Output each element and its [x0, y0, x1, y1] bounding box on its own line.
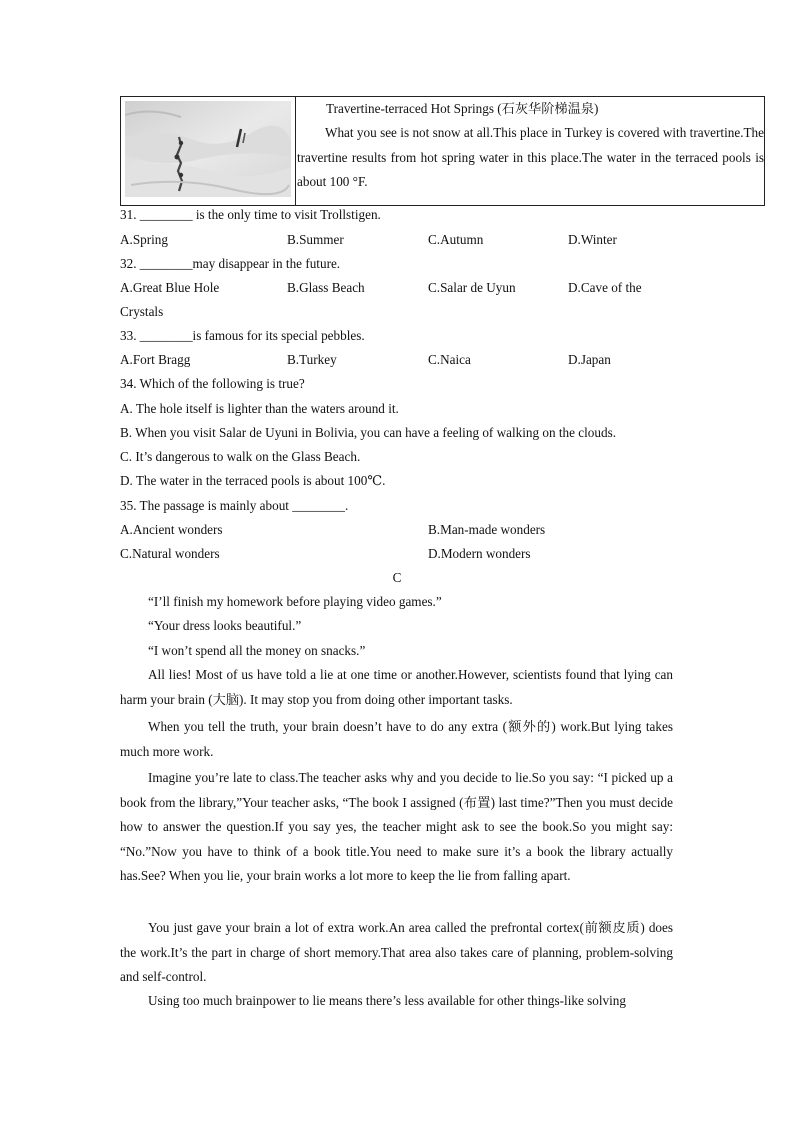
- question-33-option-a[interactable]: A.Fort Bragg: [120, 352, 191, 367]
- question-35-stem: 35. The passage is mainly about ________.: [120, 498, 349, 513]
- question-34-option-c[interactable]: C. It’s dangerous to walk on the Glass Beach.: [120, 449, 361, 464]
- quote-1: “I’ll finish my homework before playing video games.”: [148, 594, 442, 609]
- paragraph-4: You just gave your brain a lot of extra work.An area called the prefrontal cortex(前额皮质) does the work.It’s the part in charge of short memory.That area also takes care of planning, problem-solving and self-control.: [120, 920, 673, 985]
- section-c-heading: C: [392, 570, 402, 585]
- question-31-option-d[interactable]: D.Winter: [568, 232, 617, 247]
- question-31-stem: 31. ________ is the only time to visit Trollstigen.: [120, 207, 381, 222]
- question-32-option-c[interactable]: C.Salar de Uyun: [428, 280, 516, 295]
- hot-springs-title: Travertine-terraced Hot Springs (石灰华阶梯温泉): [326, 101, 599, 116]
- paragraph-2: When you tell the truth, your brain doesn’t have to do any extra (额外的) work.But lying takes much more work.: [120, 719, 673, 759]
- paragraph-1: All lies! Most of us have told a lie at one time or another.However, scientists found that lying can harm your brain (大脑). It may stop you from doing other important tasks.: [120, 667, 673, 707]
- question-33-option-c[interactable]: C.Naica: [428, 352, 471, 367]
- question-33-option-d[interactable]: D.Japan: [568, 352, 611, 367]
- question-31-option-c[interactable]: C.Autumn: [428, 232, 484, 247]
- question-33-option-b[interactable]: B.Turkey: [287, 352, 337, 367]
- question-32-option-a[interactable]: A.Great Blue Hole: [120, 280, 220, 295]
- quote-2: “Your dress looks beautiful.”: [148, 618, 302, 633]
- question-32-option-d-wrap: Crystals: [120, 304, 164, 319]
- question-31-option-b[interactable]: B.Summer: [287, 232, 344, 247]
- question-35-option-d[interactable]: D.Modern wonders: [428, 546, 531, 561]
- question-34-option-b[interactable]: B. When you visit Salar de Uyuni in Bolivia, you can have a feeling of walking on the clouds.: [120, 425, 617, 440]
- question-31-option-a[interactable]: A.Spring: [120, 232, 168, 247]
- hot-springs-table: [120, 96, 765, 206]
- question-34-option-d[interactable]: D. The water in the terraced pools is about 100℃.: [120, 473, 386, 488]
- question-33-stem: 33. ________is famous for its special pebbles.: [120, 328, 365, 343]
- hot-springs-photo: [121, 97, 296, 205]
- paragraph-5: Using too much brainpower to lie means there’s less available for other things-like solving: [148, 993, 626, 1008]
- paragraph-3: Imagine you’re late to class.The teacher asks why and you decide to lie.So you say: “I picked up a book from the library,”Your teacher asks, “The book I assigned (布置) last time?”Then you must decide how to answer the question.If you say yes, the teacher might ask to see the book.So you might say: “No.”Now you have to think of a book title.You need to make sure it’s a book the library actually has.See? When you lie, your brain works a lot more to keep the lie from falling apart.: [120, 770, 673, 884]
- quote-3: “I won’t spend all the money on snacks.”: [148, 643, 366, 658]
- hot-springs-text: [296, 97, 764, 205]
- terraced-springs-image: [121, 97, 295, 205]
- question-32-stem: 32. ________may disappear in the future.: [120, 256, 341, 271]
- question-35-option-b[interactable]: B.Man-made wonders: [428, 522, 546, 537]
- question-35-option-a[interactable]: A.Ancient wonders: [120, 522, 223, 537]
- hot-springs-body: What you see is not snow at all.This place in Turkey is covered with travertine.The travertine results from hot spring water in this place.The water in the terraced pools is about 100 °F.: [297, 125, 764, 189]
- question-32-option-d[interactable]: D.Cave of the: [568, 280, 642, 295]
- question-32-option-b[interactable]: B.Glass Beach: [287, 280, 365, 295]
- question-34-stem: 34. Which of the following is true?: [120, 376, 305, 391]
- question-34-option-a[interactable]: A. The hole itself is lighter than the waters around it.: [120, 401, 399, 416]
- question-35-option-c[interactable]: C.Natural wonders: [120, 546, 220, 561]
